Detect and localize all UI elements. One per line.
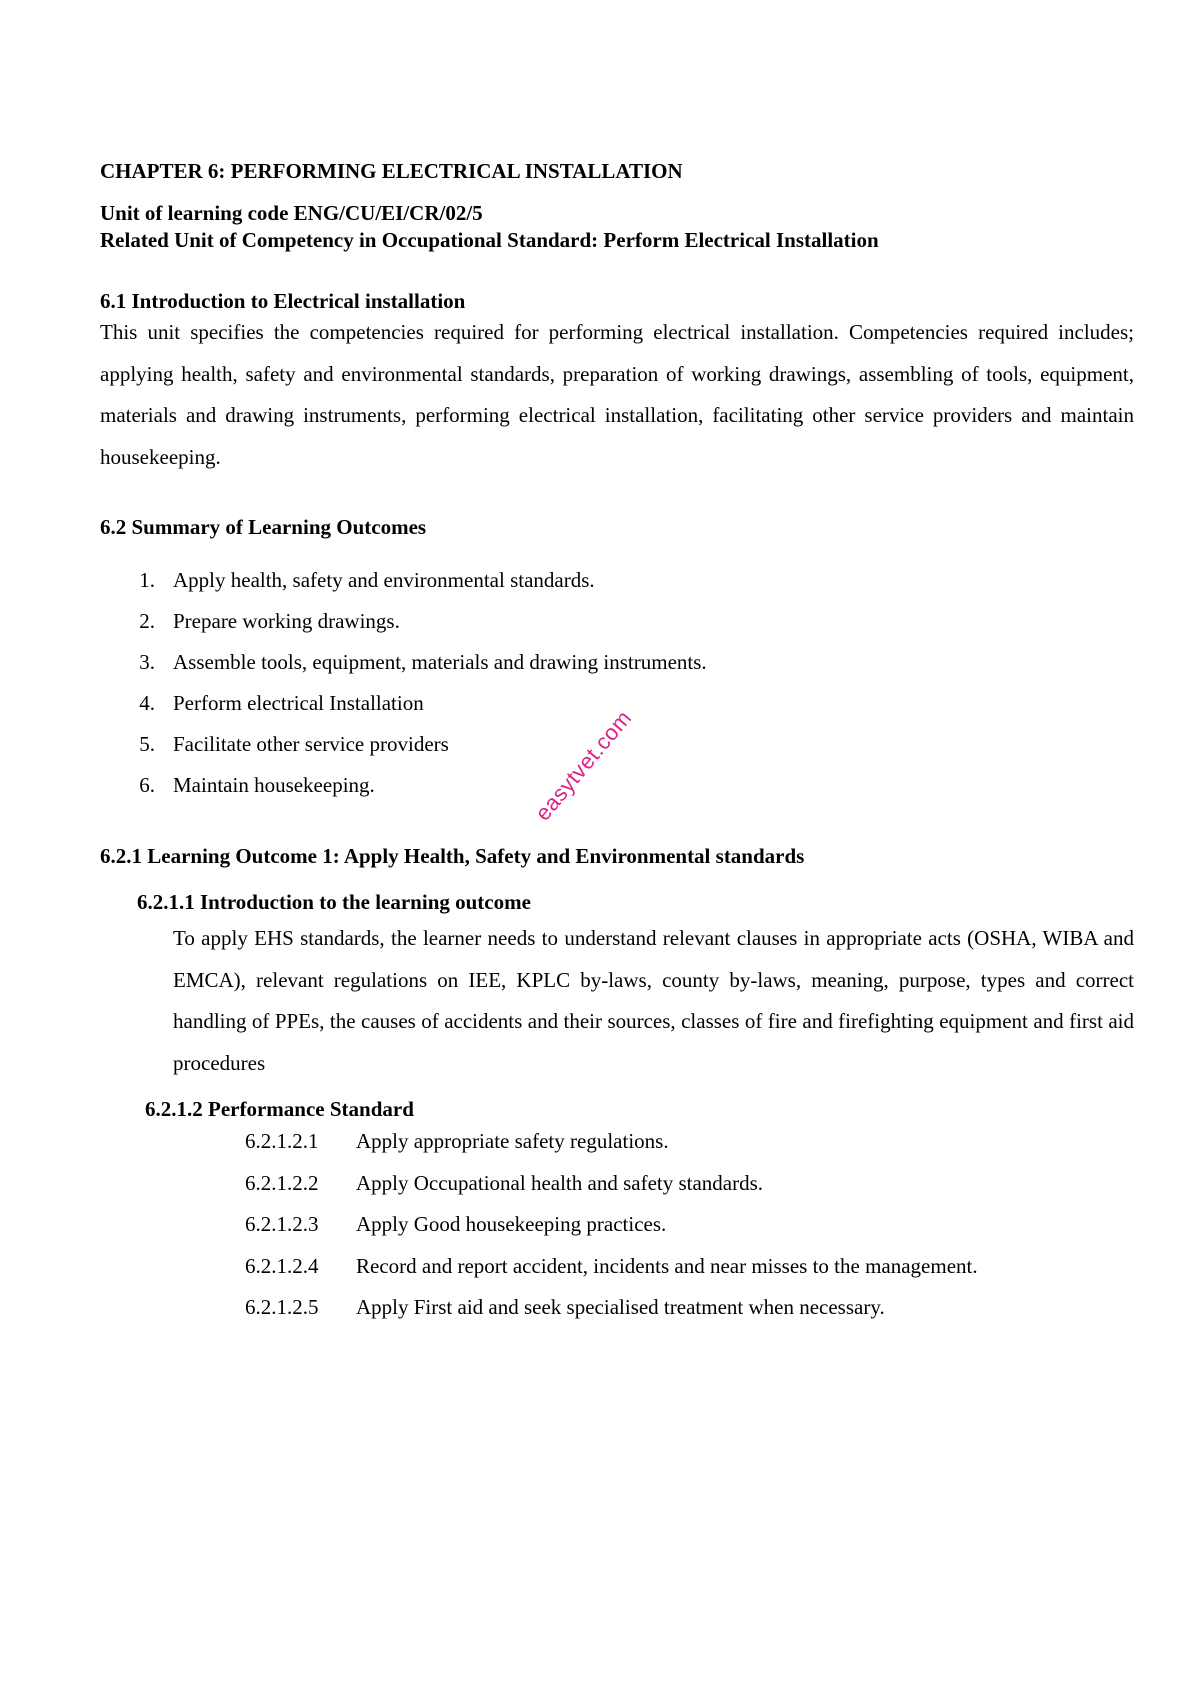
intro-learning-outcome-heading: 6.2.1.1 Introduction to the learning outcome [137,890,531,914]
list-text: Perform electrical Installation [173,691,424,715]
watermark: easytvet.com [530,705,637,826]
standard-code: 6.2.1.2.5 [245,1295,319,1319]
unit-code: Unit of learning code ENG/CU/EI/CR/02/5 [100,201,483,225]
standard-text: Record and report accident, incidents and near misses to the management. [356,1253,978,1278]
list-text: Facilitate other service providers [173,732,449,756]
standard-code: 6.2.1.2.3 [245,1212,319,1236]
list-number: 2. [139,609,155,633]
learning-outcome-1-heading: 6.2.1 Learning Outcome 1: Apply Health, Safety and Environmental standards [100,844,805,868]
list-text: Prepare working drawings. [173,609,400,633]
list-number: 1. [139,568,155,592]
related-unit: Related Unit of Competency in Occupational Standard: Perform Electrical Installation [100,228,879,252]
chapter-title: CHAPTER 6: PERFORMING ELECTRICAL INSTALLATION [100,159,683,183]
standard-text: Apply Good housekeeping practices. [356,1212,667,1236]
list-text: Maintain housekeeping. [173,773,375,797]
performance-standard-heading: 6.2.1.2 Performance Standard [145,1097,414,1121]
list-text: Apply health, safety and environmental standards. [173,568,595,592]
list-number: 5. [139,732,155,756]
section-6-1-heading: 6.1 Introduction to Electrical installation [100,289,466,313]
section-6-2-heading: 6.2 Summary of Learning Outcomes [100,515,427,539]
list-number: 4. [139,691,155,715]
section-6-1-body: This unit specifies the competencies required for performing electrical installation. Competencies required includes; applying health, safety and environmental standards, preparation of working drawings, assembling of tools, equipment, materials and drawing instruments, performing electrical installation, facilitating other service providers and maintain housekeeping. [100,320,1134,469]
list-text: Assemble tools, equipment, materials and drawing instruments. [173,650,707,674]
standard-code: 6.2.1.2.1 [245,1129,319,1153]
list-number: 3. [139,650,155,674]
standard-code: 6.2.1.2.2 [245,1170,319,1195]
standard-code: 6.2.1.2.4 [245,1253,319,1278]
standard-text: Apply First aid and seek specialised treatment when necessary. [356,1295,885,1319]
intro-learning-outcome-body: To apply EHS standards, the learner needs to understand relevant clauses in appropriate acts (OSHA, WIBA and EMCA), relevant regulations on IEE, KPLC by-laws, county by-laws, meaning, purpose, types and correct handling of PPEs, the causes of accidents and their sources, classes of fire and firefighting equipment and first aid procedures [173,926,1134,1075]
standard-text: Apply appropriate safety regulations. [356,1129,669,1153]
standard-text: Apply Occupational health and safety standards. [356,1170,764,1195]
list-number: 6. [139,773,155,797]
